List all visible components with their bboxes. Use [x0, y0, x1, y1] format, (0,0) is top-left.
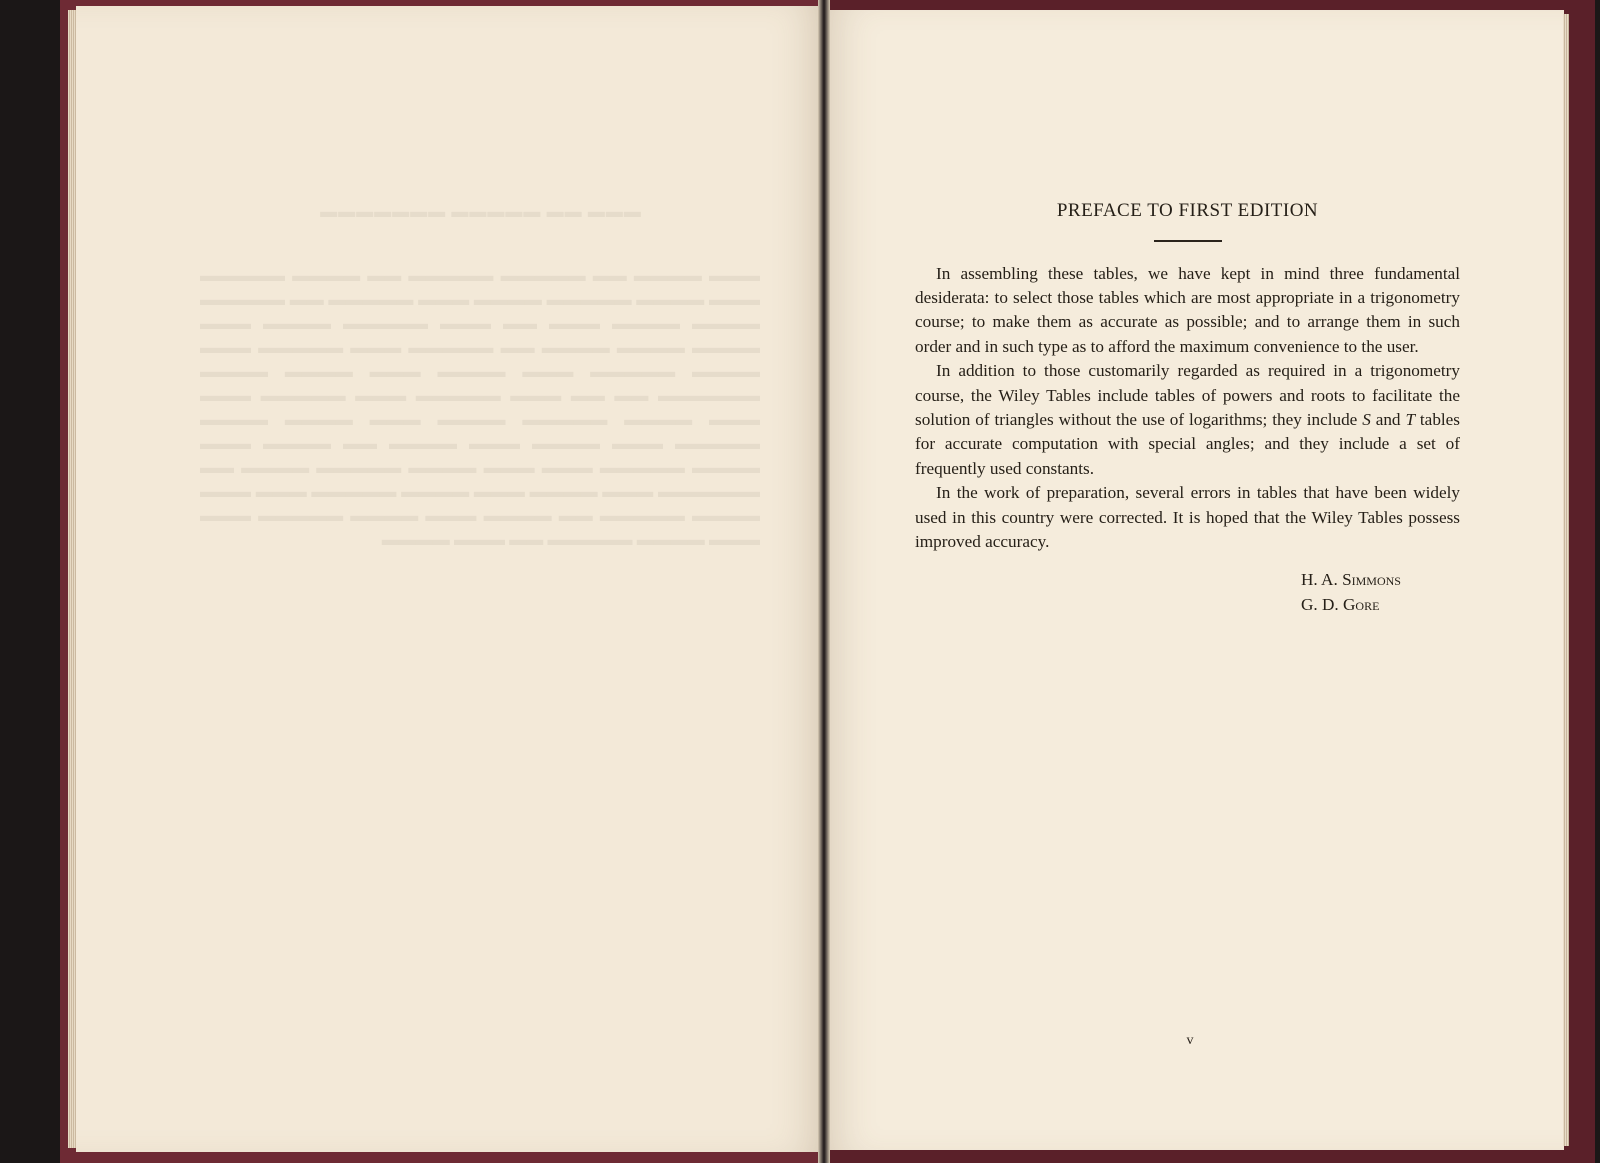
signature-simmons: H. A. Simmons	[1301, 570, 1401, 590]
title-rule	[1154, 240, 1222, 242]
page-edges-right	[1563, 14, 1569, 1146]
signature-gore: G. D. Gore	[1301, 595, 1380, 615]
show-through-text: ▬▬▬ ▬▬ ▬▬▬▬▬ ▬▬▬▬▬▬▬ ▬▬▬ ▬▬▬▬ ▬▬ ▬▬▬▬▬ ▬▬▬▬▬ ▬▬ ▬▬▬▬ ▬▬▬▬▬ ▬▬▬ ▬▬▬▬ ▬▬▬▬▬ ▬▬▬▬ ▬▬▬ ▬▬▬▬▬ ▬▬ ▬▬▬▬▬ ▬▬▬▬ ▬▬▬▬ ▬▬▬ ▬▬ ▬▬▬ ▬▬▬▬▬ ▬▬▬▬ ▬▬▬ ▬▬▬▬ ▬▬▬▬ ▬▬▬▬ ▬▬ ▬▬▬▬▬ ▬▬▬ ▬▬▬▬▬ ▬▬▬ ▬▬▬▬ ▬▬▬▬▬ ▬▬▬ ▬▬▬▬ ▬▬▬ ▬▬▬▬ ▬▬▬▬ ▬▬▬▬▬▬ ▬▬ ▬▬ ▬▬▬ ▬▬▬▬▬ ▬▬▬ ▬▬▬▬▬ ▬▬▬ ▬▬▬ ▬▬▬▬ ▬▬▬▬▬ ▬▬▬▬ ▬▬▬ ▬▬▬▬ ▬▬▬▬ ▬▬▬▬▬ ▬▬▬ ▬▬▬▬ ▬▬▬ ▬▬▬▬ ▬▬ ▬▬▬▬ ▬▬▬ ▬▬▬▬ ▬▬▬▬▬ ▬▬▬ ▬▬▬ ▬▬▬▬ ▬▬▬▬▬ ▬▬▬▬ ▬▬ ▬▬▬▬▬▬ ▬▬▬ ▬▬▬▬ ▬▬▬ ▬▬▬▬ ▬▬▬▬▬ ▬▬▬ ▬▬▬ ▬▬▬▬ ▬▬▬▬▬ ▬▬ ▬▬▬▬ ▬▬▬ ▬▬▬▬ ▬▬▬▬▬ ▬▬▬ ▬▬▬ ▬▬▬▬ ▬▬▬▬▬ ▬▬ ▬▬▬ ▬▬▬▬	[200, 202, 760, 549]
preface-content	[915, 200, 1460, 617]
paragraph-3: In the work of preparation, several errors in tables that have been widely used in this country were corrected. It is hoped that the Wiley Tables possess improved accuracy.	[915, 483, 1460, 551]
signature-block	[915, 567, 1460, 617]
left-page-blank	[76, 6, 824, 1152]
preface-title: PREFACE TO FIRST EDITION	[1056, 200, 1319, 221]
paragraph-2: In addition to those customarily regarded as required in a trigonometry course, the Wiley Tables include tables of powers and roots to facilitate the solution of triangles without the use of logarithms; they include S and T tables for accurate computation with special angles; and they include a set of frequently used constants.	[915, 361, 1460, 478]
book-gutter	[818, 0, 830, 1163]
page-number: v	[1186, 1033, 1194, 1048]
paragraph-1: In assembling these tables, we have kept in mind three fundamental desiderata: to select those tables which are most appropriate in a trigonometry course; to make them as accurate as possible; and to arrange them in such order and in such type as to afford the maximum convenience to the user.	[915, 263, 1460, 356]
